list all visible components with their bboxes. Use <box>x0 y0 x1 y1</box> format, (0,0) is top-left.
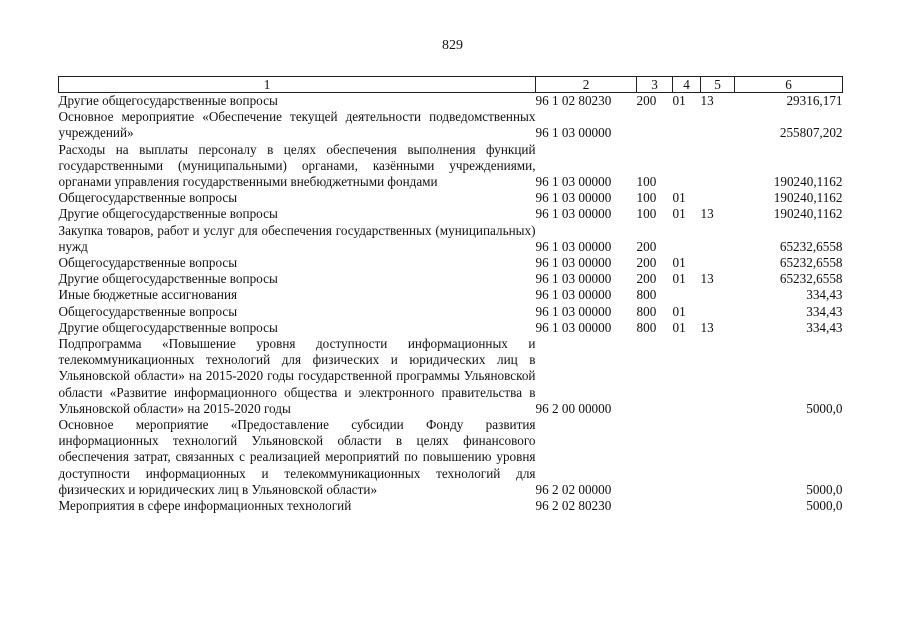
row-code: 96 1 03 00000 <box>535 125 612 141</box>
row-expense-type: 100 <box>636 174 657 190</box>
row-expense-type: 200 <box>636 271 657 287</box>
row-section <box>673 417 701 498</box>
row-name: Основное мероприятие «Обеспечение текущей деятельности подведомственных учреждений» <box>58 109 536 141</box>
row-code: 96 1 03 00000 <box>535 238 612 254</box>
row-amount: 65232,6558 <box>779 255 843 271</box>
table-row <box>59 287 843 303</box>
table-row <box>59 304 843 320</box>
row-section <box>673 336 701 417</box>
column-header-6: 6 <box>735 77 843 93</box>
row-section: 01 <box>672 255 686 271</box>
row-name: Другие общегосударственные вопросы <box>58 319 278 335</box>
row-code: 96 1 03 00000 <box>535 190 612 206</box>
row-subsection <box>701 223 735 255</box>
row-subsection: 13 <box>700 93 714 108</box>
row-subsection <box>701 142 735 191</box>
row-code: 96 1 02 80230 <box>535 93 612 108</box>
row-amount: 190240,1162 <box>773 190 843 206</box>
row-code: 96 2 02 80230 <box>535 498 612 514</box>
row-amount: 190240,1162 <box>773 174 843 190</box>
budget-table <box>58 76 843 514</box>
table-row <box>59 255 843 271</box>
row-expense-type <box>637 109 673 141</box>
row-name: Другие общегосударственные вопросы <box>58 93 278 108</box>
row-section: 01 <box>672 190 686 206</box>
row-subsection: 13 <box>700 271 714 287</box>
row-code: 96 1 03 00000 <box>535 303 612 319</box>
row-expense-type: 800 <box>636 319 657 335</box>
row-section <box>673 109 701 141</box>
row-subsection <box>701 255 735 271</box>
row-amount: 29316,171 <box>786 93 843 108</box>
row-amount: 65232,6558 <box>779 271 843 287</box>
row-name: Подпрограмма «Повышение уровня доступности информационных и телекоммуникационных технологий для физических и юридических лиц в Ульяновской области» на 2015-2020 годы государственной программы Ульяновской области «Развитие информационного общества и электронного правительства в Ульяновской области» на 2015-2020 годы <box>58 336 536 416</box>
row-section: 01 <box>672 206 686 222</box>
row-subsection <box>701 498 735 514</box>
table-row <box>59 498 843 514</box>
row-code: 96 1 03 00000 <box>535 174 612 190</box>
row-section: 01 <box>672 271 686 287</box>
table-header-row <box>59 77 843 93</box>
row-subsection: 13 <box>700 319 714 335</box>
column-header-1: 1 <box>59 77 536 93</box>
row-name: Другие общегосударственные вопросы <box>58 271 278 287</box>
row-code: 96 1 03 00000 <box>535 206 612 222</box>
column-header-5: 5 <box>701 77 735 93</box>
row-expense-type: 200 <box>636 238 657 254</box>
table-row <box>59 223 843 255</box>
row-expense-type: 800 <box>636 303 657 319</box>
table-row <box>59 93 843 110</box>
row-subsection <box>701 417 735 498</box>
row-name: Другие общегосударственные вопросы <box>58 206 278 222</box>
row-amount: 5000,0 <box>806 498 843 514</box>
row-subsection <box>701 336 735 417</box>
table-row <box>59 206 843 222</box>
row-section: 01 <box>672 303 686 319</box>
column-header-3: 3 <box>637 77 673 93</box>
column-header-2: 2 <box>536 77 637 93</box>
row-expense-type: 100 <box>636 190 657 206</box>
row-code: 96 1 03 00000 <box>535 271 612 287</box>
row-expense-type: 800 <box>636 287 657 303</box>
table-row <box>59 142 843 191</box>
row-subsection <box>701 109 735 141</box>
row-name: Общегосударственные вопросы <box>58 303 238 319</box>
row-expense-type: 200 <box>636 255 657 271</box>
row-section <box>673 142 701 191</box>
table-body <box>59 93 843 515</box>
row-amount: 5000,0 <box>806 481 843 497</box>
row-expense-type <box>637 498 673 514</box>
page-number: 829 <box>442 38 463 53</box>
row-name: Мероприятия в сфере информационных технологий <box>58 498 352 514</box>
row-amount: 5000,0 <box>806 400 843 416</box>
table-row <box>59 190 843 206</box>
row-subsection <box>701 287 735 303</box>
row-amount: 334,43 <box>806 303 843 319</box>
row-code: 96 1 03 00000 <box>535 287 612 303</box>
row-expense-type: 100 <box>636 206 657 222</box>
row-expense-type <box>637 336 673 417</box>
row-amount: 255807,202 <box>779 125 843 141</box>
row-section <box>673 287 701 303</box>
row-name: Общегосударственные вопросы <box>58 190 238 206</box>
row-subsection <box>701 304 735 320</box>
row-section: 01 <box>672 93 686 108</box>
row-code: 96 2 00 00000 <box>535 400 612 416</box>
row-expense-type <box>637 417 673 498</box>
row-section <box>673 498 701 514</box>
row-section: 01 <box>672 319 686 335</box>
row-code: 96 2 02 00000 <box>535 481 612 497</box>
row-subsection <box>701 190 735 206</box>
table-row <box>59 271 843 287</box>
row-code: 96 1 03 00000 <box>535 255 612 271</box>
table-row <box>59 320 843 336</box>
table-row <box>59 336 843 417</box>
row-name: Общегосударственные вопросы <box>58 255 238 271</box>
row-amount: 334,43 <box>806 287 843 303</box>
table-row <box>59 109 843 141</box>
row-section <box>673 223 701 255</box>
row-amount: 65232,6558 <box>779 238 843 254</box>
row-name: Закупка товаров, работ и услуг для обеспечения государственных (муниципальных) нужд <box>58 222 536 254</box>
row-name: Иные бюджетные ассигнования <box>58 287 238 303</box>
row-subsection: 13 <box>700 206 714 222</box>
row-amount: 190240,1162 <box>773 206 843 222</box>
row-name: Основное мероприятие «Предоставление субсидии Фонду развития информационных технологий Ульяновской области в целях финансового обеспечения затрат, связанных с реализацией мероприятий по повышению уровня доступности информационных и телекоммуникационных технологий для физических и юридических лиц в Ульяновской области» <box>58 417 536 497</box>
row-amount: 334,43 <box>806 319 843 335</box>
column-header-4: 4 <box>673 77 701 93</box>
row-name: Расходы на выплаты персоналу в целях обеспечения выполнения функций государственными (муниципальными) органами, казёнными учреждениями, органами управления государственными внебюджетными фондами <box>58 141 536 190</box>
row-expense-type: 200 <box>636 93 657 108</box>
table-row <box>59 417 843 498</box>
row-code: 96 1 03 00000 <box>535 319 612 335</box>
